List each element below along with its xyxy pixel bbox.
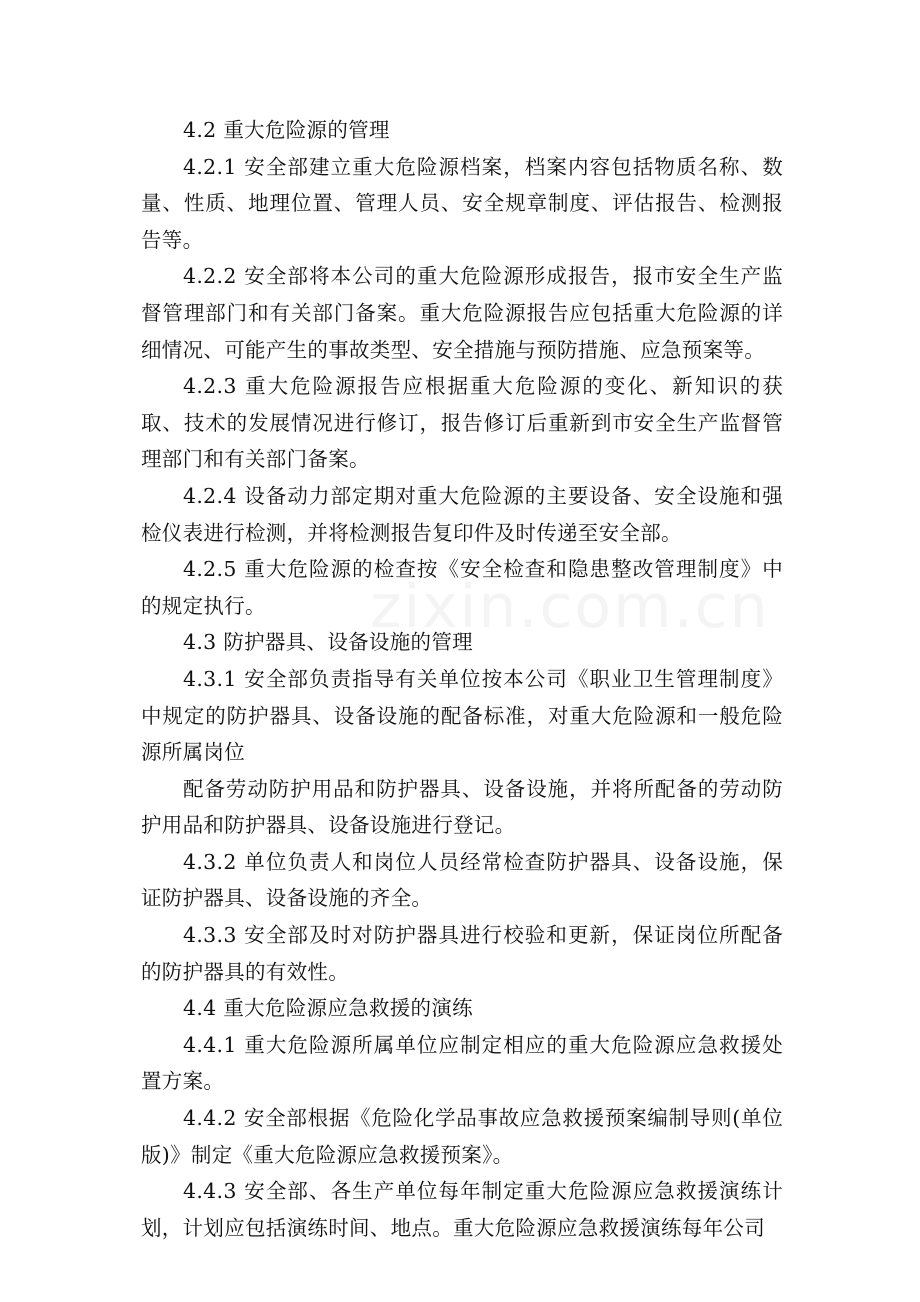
- section-heading-4-2: 4.2 重大危险源的管理: [183, 118, 390, 142]
- document-body: [141, 112, 783, 1246]
- paragraph-4-3-3: 4.3.3 安全部及时对防护器具进行校验和更新，保证岗位所配备的防护器具的有效性。: [141, 923, 783, 984]
- paragraph-4-2-4: 4.2.4 设备动力部定期对重大危险源的主要设备、安全设施和强检仪表进行检测，并将检测报告复印件及时传递至安全部。: [141, 483, 783, 545]
- paragraph-4-3-2: 4.3.2 单位负责人和岗位人员经常检查防护器具、设备设施，保证防护器具、设备设施的齐全。: [141, 849, 783, 911]
- paragraph-4-4-2: 4.4.2 安全部根据《危险化学品事故应急救援预案编制导则(单位版)》制定《重大危险源应急救援预案》。: [141, 1106, 783, 1167]
- paragraph-4-3-1: 4.3.1 安全部负责指导有关单位按本公司《职业卫生管理制度》中规定的防护器具、设备设施的配备标准，对重大危险源和一般危险源所属岗位: [141, 666, 783, 765]
- paragraph-4-2-2: 4.2.2 安全部将本公司的重大危险源形成报告，报市安全生产监督管理部门和有关部门备案。重大危险源报告应包括重大危险源的详细情况、可能产生的事故类型、安全措施与预防措施、应急预案等。: [141, 264, 783, 362]
- section-heading-4-4: 4.4 重大危险源应急救援的演练: [183, 996, 473, 1021]
- paragraph-4-3-1-continued: 配备劳动防护用品和防护器具、设备设施，并将所配备的劳动防护用品和防护器具、设备设施进行登记。: [141, 776, 783, 838]
- watermark: zixin.com.cn: [370, 572, 770, 642]
- paragraph-4-2-5: 4.2.5 重大危险源的检查按《安全检查和隐患整改管理制度》中的规定执行。: [141, 557, 783, 618]
- section-heading-4-3: 4.3 防护器具、设备设施的管理: [183, 630, 473, 655]
- paragraph-4-4-1: 4.4.1 重大危险源所属单位应制定相应的重大危险源应急救援处置方案。: [141, 1032, 783, 1094]
- paragraph-4-4-3: 4.4.3 安全部、各生产单位每年制定重大危险源应急救援演练计划，计划应包括演练时间、地点。重大危险源应急救援演练每年公司: [141, 1179, 783, 1240]
- paragraph-4-2-1: 4.2.1 安全部建立重大危险源档案，档案内容包括物质名称、数量、性质、地理位置、管理人员、安全规章制度、评估报告、检测报告等。: [141, 154, 783, 252]
- paragraph-4-2-3: 4.2.3 重大危险源报告应根据重大危险源的变化、新知识的获取、技术的发展情况进行修订，报告修订后重新到市安全生产监督管理部门和有关部门备案。: [141, 374, 783, 472]
